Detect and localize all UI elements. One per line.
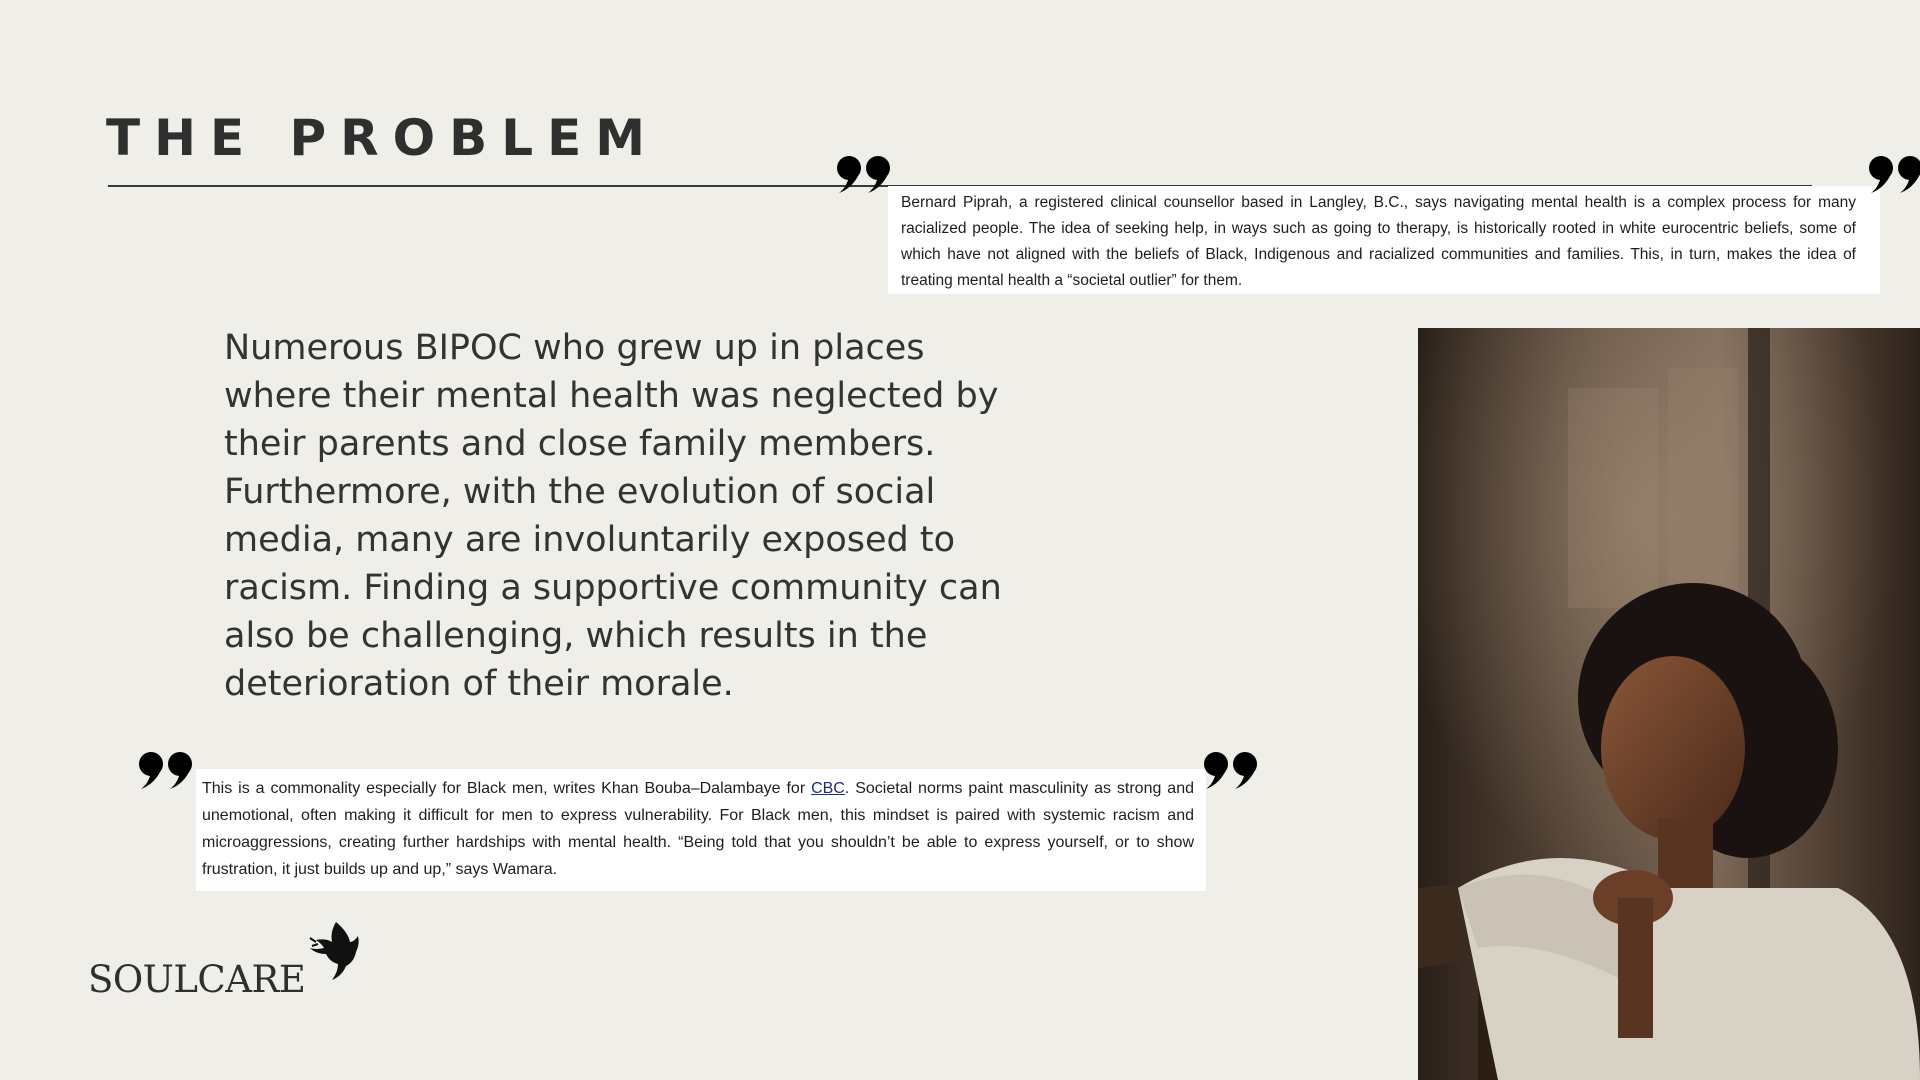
quote-bottom-text-start: This is a commonality especially for Black men, writes Khan Bouba–Dalambaye for	[202, 780, 812, 797]
quote-box-bottom	[196, 769, 1206, 891]
close-quote-icon	[1203, 750, 1261, 790]
body-paragraph: Numerous BIPOC who grew up in places where their mental health was neglected by their parents and close family members. Furthermore, with the evolution of social media, many are involuntarily exposed to racism. Finding a supportive community can also be challenging, which results in the deterioration of their morale.	[224, 328, 1002, 704]
quote-box-top	[888, 186, 1880, 294]
open-quote-icon	[138, 750, 196, 790]
quote-top-text: Bernard Piprah, a registered clinical counsellor based in Langley, B.C., says navigating mental health is a complex process for many racialized people. The idea of seeking help, in ways such as going to therapy, is historically rooted in white eurocentric beliefs, some of which have not aligned with the beliefs of Black, Indigenous and racialized communities and families. This, in turn, makes the idea of treating mental health a “societal outlier” for them.	[901, 194, 1856, 289]
woman-portrait-photo	[1418, 328, 1920, 1080]
open-quote-icon	[836, 154, 894, 194]
page-title: THE PROBLEM	[106, 109, 660, 167]
cbc-link[interactable]: CBC	[811, 780, 845, 797]
brand-name: SOULCARE	[88, 958, 306, 1001]
quote-bottom-text-end: . Societal norms paint masculinity as strong and unemotional, often making it difficult for men to express vulnerability. For Black men, this mindset is paired with systemic racism and microaggressions, creating further hardships with mental health. “Being told that you shouldn’t be able to express yourself, or to show frustration, it just builds up and up,” says Wamara.	[202, 780, 1194, 878]
dove-icon	[308, 918, 362, 982]
close-quote-icon	[1868, 154, 1920, 194]
